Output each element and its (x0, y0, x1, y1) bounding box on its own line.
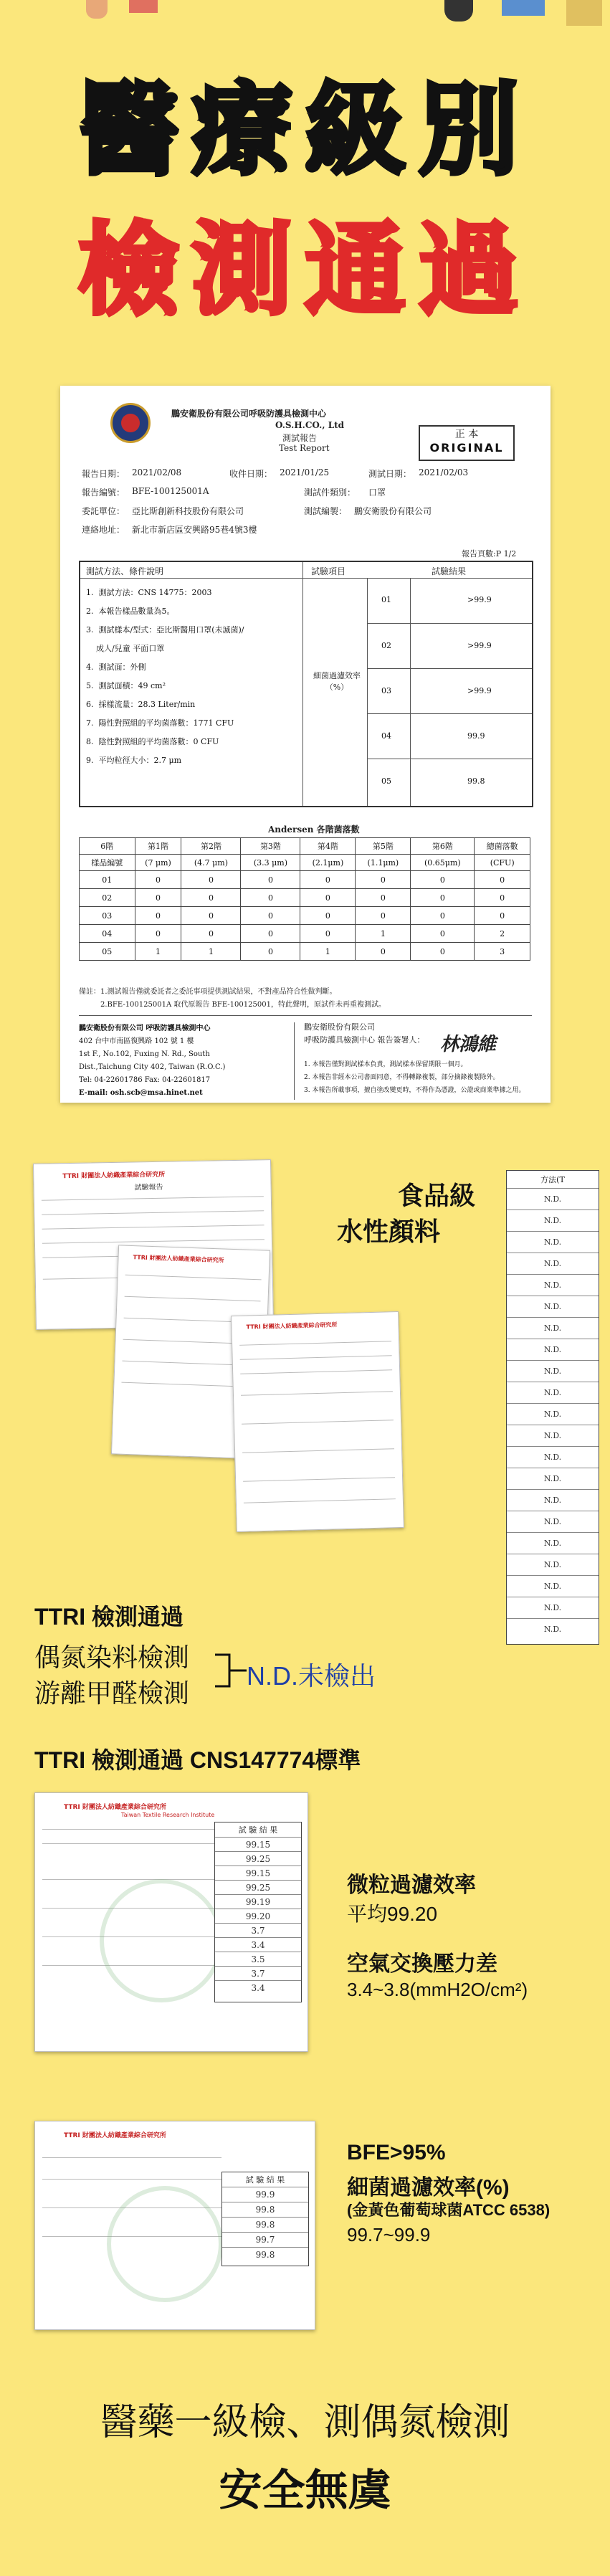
original-stamp (419, 425, 515, 461)
result-value: >99.9 (467, 595, 492, 604)
footer-company: 鵬安衛股份有限公司 (304, 1022, 375, 1032)
thumb-brand: TTRI 財團法人紡織產業綜合研究所 (64, 1804, 166, 1811)
ttri1-heading: TTRI 檢測通過 (34, 1604, 184, 1630)
andersen-cell: 0 (135, 925, 181, 943)
conditions-header: 測試方法、條件說明 (86, 566, 164, 576)
andersen-sub-cell: (CFU) (475, 855, 530, 871)
azo-dye-test: 偶氮染料檢測 (34, 1643, 190, 1672)
result-value: 99.9 (467, 731, 485, 741)
stamp-en: ORIGINAL (429, 441, 504, 455)
andersen-cell: 0 (300, 907, 356, 925)
pressure-value: 3.4~3.8(mmH2O/cm²) (347, 1979, 528, 2000)
pfe-cell: 3.4 (215, 1937, 301, 1952)
andersen-cell: 0 (135, 889, 181, 907)
pfe-cell: 99.15 (215, 1837, 301, 1852)
footer-line2: 安全無虞 (219, 2466, 391, 2516)
andersen-sub-cell: (0.65μm) (411, 855, 475, 871)
address-label: 連絡地址： (82, 525, 125, 535)
report-company-en: O.S.H.CO., Ltd (275, 420, 345, 430)
condition-item: 1. 測試方法：CNS 14775：2003 (86, 588, 212, 597)
result-sample-no: 05 (381, 776, 391, 786)
nd-cell: N.D. (507, 1403, 599, 1425)
nd-cell: N.D. (507, 1489, 599, 1511)
andersen-cell: 1 (181, 943, 241, 961)
bfe-table-head: 試 驗 結 果 (245, 2175, 285, 2185)
andersen-head-cell: 第5階 (356, 838, 411, 855)
andersen-cell: 0 (411, 871, 475, 889)
andersen-cell: 0 (411, 943, 475, 961)
pfe-cell: 3.7 (215, 1966, 301, 1981)
bfe-result-table (221, 2172, 309, 2266)
andersen-cell: 03 (80, 907, 135, 925)
formaldehyde-test: 游離甲醛檢測 (34, 1678, 190, 1708)
condition-item: 3. 測試樣本/型式：亞比斯醫用口罩(未滅菌)/ (86, 625, 244, 635)
andersen-head-cell: 第2階 (181, 838, 241, 855)
stamp-zh: 正 本 (454, 429, 479, 440)
andersen-row (80, 907, 530, 925)
note-1: 備註：1.測試報告僅就委託者之委託事項提供測試結果，不對產品符合性做判斷。 (79, 988, 337, 996)
andersen-table (79, 837, 530, 961)
result-row (367, 668, 532, 714)
andersen-row (80, 943, 530, 961)
andersen-head-cell: 總菌落數 (475, 838, 530, 855)
report-title-en: Test Report (279, 443, 330, 453)
andersen-cell: 0 (300, 925, 356, 943)
report-no-label: 報告編號： (82, 488, 125, 498)
top-banner (0, 0, 610, 29)
report-no: BFE-100125001A (132, 486, 209, 496)
andersen-cell: 2 (475, 925, 530, 943)
andersen-row (80, 889, 530, 907)
maker-label: 測試編製： (304, 506, 348, 516)
nd-cell: N.D. (507, 1446, 599, 1468)
andersen-cell: 0 (411, 889, 475, 907)
pfe-cell: 99.25 (215, 1880, 301, 1895)
andersen-head-cell: 第3階 (241, 838, 300, 855)
report-company: 鵬安衛股份有限公司呼吸防護具檢測中心 (171, 409, 327, 419)
bfe-subtitle: 細菌過濾效率(%) (347, 2176, 510, 2200)
nd-cell: N.D. (507, 1511, 599, 1533)
test-date: 2021/02/03 (419, 467, 469, 477)
result-row (367, 623, 532, 669)
pressure-title: 空氣交換壓力差 (347, 1952, 497, 1976)
test-report-document (60, 386, 551, 1103)
signature: 林鴻維 (440, 1034, 497, 1055)
result-row (367, 713, 532, 759)
nd-cell: N.D. (507, 1188, 599, 1210)
result-header: 試驗結果 (432, 566, 467, 576)
condition-item: 7. 陽性對照組的平均菌落數：1771 CFU (86, 718, 234, 728)
nd-cell: N.D. (507, 1597, 599, 1619)
nd-cell: N.D. (507, 1339, 599, 1361)
bfe-range: 99.7~99.9 (347, 2224, 431, 2245)
andersen-cell: 0 (241, 889, 300, 907)
footer-address-line: 鵬安衛股份有限公司 呼吸防護具檢測中心 (79, 1025, 211, 1032)
andersen-cell: 0 (241, 943, 300, 961)
andersen-cell: 0 (475, 871, 530, 889)
result-sample-no: 02 (381, 641, 391, 650)
nd-cell: N.D. (507, 1618, 599, 1640)
andersen-cell: 0 (475, 889, 530, 907)
result-sample-no: 04 (381, 731, 391, 741)
pfe-table-head: 試 驗 結 果 (238, 1825, 278, 1835)
andersen-cell: 0 (411, 907, 475, 925)
thumb-brand: TTRI 財團法人紡織產業綜合研究所 (64, 2132, 166, 2139)
andersen-cell: 3 (475, 943, 530, 961)
maker: 鵬安衛股份有限公司 (354, 506, 432, 516)
banner-decoration (86, 0, 108, 19)
pfe-cell: 99.25 (215, 1851, 301, 1866)
pfe-result-table (214, 1822, 302, 2002)
andersen-sub-cell: (3.3 μm) (241, 855, 300, 871)
bfe-cell: 99.8 (222, 2217, 308, 2233)
bracket-connector (215, 1642, 247, 1699)
footer-note: 1. 本報告僅對測試樣本負責，測試樣本保留期限一個月。 (304, 1061, 467, 1068)
andersen-head-cell: 第4階 (300, 838, 356, 855)
andersen-cell: 0 (356, 907, 411, 925)
andersen-cell: 0 (475, 907, 530, 925)
client: 亞比斯創新科技股份有限公司 (132, 506, 244, 516)
nd-cell: N.D. (507, 1274, 599, 1296)
andersen-cell: 0 (181, 889, 241, 907)
item-header: 試驗項目 (311, 566, 346, 576)
test-date-label: 測試日期： (368, 469, 412, 479)
footer-address-line: Tel: 04-22601786 Fax: 04-22601817 (79, 1076, 211, 1084)
ttri-report-thumb (231, 1311, 404, 1532)
nd-cell: N.D. (507, 1382, 599, 1404)
bfe-cell: 99.8 (222, 2247, 308, 2263)
andersen-cell: 0 (356, 943, 411, 961)
footer-address-line: 402 台中市南區復興路 102 號 1 樓 (79, 1037, 194, 1045)
ttri-bfe-report-thumb (34, 2121, 315, 2330)
pfe-cell: 3.5 (215, 1952, 301, 1967)
banner-decoration (566, 0, 602, 26)
footer-address (79, 1022, 295, 1100)
andersen-head-cell: 第1階 (135, 838, 181, 855)
test-item: 口罩 (368, 488, 386, 498)
andersen-head-cell: 6階 (80, 838, 135, 855)
client-label: 委託單位： (82, 506, 125, 516)
footer-note: 3. 本報告所載事項，擅自塗改變更時，不得作為憑證，公證或商業準據之用。 (304, 1087, 525, 1094)
nd-cell: N.D. (507, 1209, 599, 1232)
andersen-cell: 0 (356, 889, 411, 907)
andersen-title: Andersen 各階菌落數 (268, 824, 360, 835)
result-value: 99.8 (467, 776, 485, 786)
result-value: >99.9 (467, 641, 492, 650)
bfe-title: BFE>95% (347, 2141, 446, 2164)
page-count: 報告頁數:P 1/2 (462, 549, 517, 559)
nd-result: N.D.未檢出 (247, 1661, 376, 1691)
result-sample-no: 01 (381, 595, 391, 604)
watermark-seal (107, 2186, 223, 2302)
footer-notes (304, 1058, 525, 1097)
receive-date: 2021/01/25 (280, 467, 330, 477)
andersen-cell: 1 (135, 943, 181, 961)
andersen-cell: 05 (80, 943, 135, 961)
watermark-seal (100, 1879, 223, 2002)
thumb-brand: TTRI 財團法人紡織產業綜合研究所 (133, 1254, 224, 1264)
thumb-brand-en: Taiwan Textile Research Institute (121, 1812, 215, 1818)
condition-item: 8. 陰性對照組的平均菌落數：0 CFU (86, 737, 219, 746)
andersen-cell: 0 (241, 871, 300, 889)
andersen-cell: 04 (80, 925, 135, 943)
andersen-cell: 0 (135, 907, 181, 925)
hero-title-line1: 醫療級別 (78, 72, 532, 189)
andersen-sub-cell: (1.1μm) (356, 855, 411, 871)
nd-cell: N.D. (507, 1532, 599, 1554)
andersen-sub-cell: (2.1μm) (300, 855, 356, 871)
condition-item: 9. 平均粒徑大小：2.7 μm (86, 756, 182, 765)
andersen-cell: 0 (135, 871, 181, 889)
bfe-cell: 99.8 (222, 2202, 308, 2218)
bfe-cell: 99.7 (222, 2232, 308, 2248)
pfe-cell: 99.19 (215, 1894, 301, 1909)
condition-item: 5. 測試面積：49 cm² (86, 681, 166, 690)
company-logo (110, 403, 151, 443)
nd-cell: N.D. (507, 1317, 599, 1339)
banner-decoration (129, 0, 158, 13)
report-date-label: 報告日期： (82, 469, 125, 479)
nd-result-table (506, 1170, 599, 1645)
bfe-strain: (金黃色葡萄球菌ATCC 6538) (347, 2201, 551, 2219)
nd-cell: N.D. (507, 1360, 599, 1382)
andersen-cell: 0 (356, 871, 411, 889)
nd-cell: N.D. (507, 1231, 599, 1253)
ttri2-heading: TTRI 檢測通過 CNS147774標準 (34, 1747, 361, 1773)
test-item-label: 測試件類別： (304, 488, 356, 498)
hero-title-line2: 檢測通過 (78, 212, 532, 329)
condition-item: 4. 測試面：外側 (86, 662, 146, 672)
andersen-cell: 1 (356, 925, 411, 943)
andersen-cell: 01 (80, 871, 135, 889)
andersen-cell: 0 (181, 925, 241, 943)
result-value: >99.9 (467, 686, 492, 695)
andersen-cell: 0 (181, 871, 241, 889)
result-row (367, 759, 532, 804)
note-2: 2.BFE-100125001A 取代原報告 BFE-100125001，特此聲明，原試件未再重複測試。 (100, 1001, 386, 1009)
andersen-sub-cell: (4.7 μm) (181, 855, 241, 871)
footer-sign-label: 呼吸防護具檢測中心 報告簽署人： (304, 1035, 425, 1045)
report-date: 2021/02/08 (132, 467, 182, 477)
andersen-cell: 0 (241, 925, 300, 943)
andersen-cell: 0 (300, 871, 356, 889)
pfe-title: 微粒過濾效率 (347, 1873, 476, 1897)
nd-table-header: 方法(T (540, 1175, 565, 1184)
nd-cell: N.D. (507, 1575, 599, 1597)
footer-address-line: 1st F., No.102, Fuxing N. Rd., South (79, 1050, 210, 1058)
andersen-cell: 0 (411, 925, 475, 943)
footer-note: 2. 本報告非經本公司書面同意，不得轉錄複製，部分摘錄複製除外。 (304, 1074, 500, 1081)
bfe-cell: 99.9 (222, 2187, 308, 2202)
nd-cell: N.D. (507, 1253, 599, 1275)
thumb-brand: TTRI 財團法人紡織產業綜合研究所 (62, 1171, 166, 1181)
nd-cell: N.D. (507, 1468, 599, 1490)
thumb-brand: TTRI 財團法人紡織產業綜合研究所 (246, 1321, 338, 1331)
pfe-value: 平均99.20 (347, 1903, 438, 1925)
pfe-cell: 3.7 (215, 1923, 301, 1938)
andersen-cell: 1 (300, 943, 356, 961)
footer-address-line: E-mail: osh.scb@msa.hinet.net (79, 1089, 203, 1097)
test-item-cell: 細菌過濾效率（%） (313, 671, 361, 692)
pfe-cell: 99.20 (215, 1909, 301, 1924)
condition-item: 成人/兒童 平面口罩 (86, 644, 165, 653)
thumb-title: 試驗報告 (134, 1183, 163, 1192)
result-sample-no: 03 (381, 686, 391, 695)
banner-decoration (502, 0, 545, 16)
andersen-head-cell: 第6階 (411, 838, 475, 855)
nd-cell: N.D. (507, 1554, 599, 1576)
andersen-cell: 0 (181, 907, 241, 925)
conditions-table (79, 561, 533, 807)
address: 新北市新店區安興路95巷4號3樓 (132, 525, 257, 535)
water-pigment-title: 水性顏料 (337, 1217, 441, 1246)
nd-cell: N.D. (507, 1425, 599, 1447)
footer-line1: 醫藥一級檢、測偶氮檢測 (100, 2401, 510, 2444)
banner-decoration (444, 0, 473, 22)
report-title-zh: 測試報告 (282, 433, 318, 443)
pfe-cell: 99.15 (215, 1866, 301, 1881)
pfe-cell: 3.4 (215, 1980, 301, 1995)
andersen-row (80, 871, 530, 889)
receive-date-label: 收件日期： (229, 469, 273, 479)
footer-address-line: Dist.,Taichung City 402, Taiwan (R.O.C.) (79, 1063, 226, 1071)
result-row (367, 578, 532, 623)
conditions-list (86, 584, 244, 770)
andersen-cell: 02 (80, 889, 135, 907)
andersen-cell: 0 (300, 889, 356, 907)
food-grade-title: 食品級 (398, 1181, 476, 1210)
andersen-cell: 0 (241, 907, 300, 925)
andersen-row (80, 925, 530, 943)
andersen-sub-cell: (7 μm) (135, 855, 181, 871)
nd-cell: N.D. (507, 1296, 599, 1318)
ttri-pfe-report-thumb (34, 1792, 308, 2052)
condition-item: 6. 採樣流量：28.3 Liter/min (86, 700, 196, 709)
andersen-sub-cell: 樣品編號 (80, 855, 135, 871)
condition-item: 2. 本報告樣品數量為5。 (86, 607, 175, 616)
